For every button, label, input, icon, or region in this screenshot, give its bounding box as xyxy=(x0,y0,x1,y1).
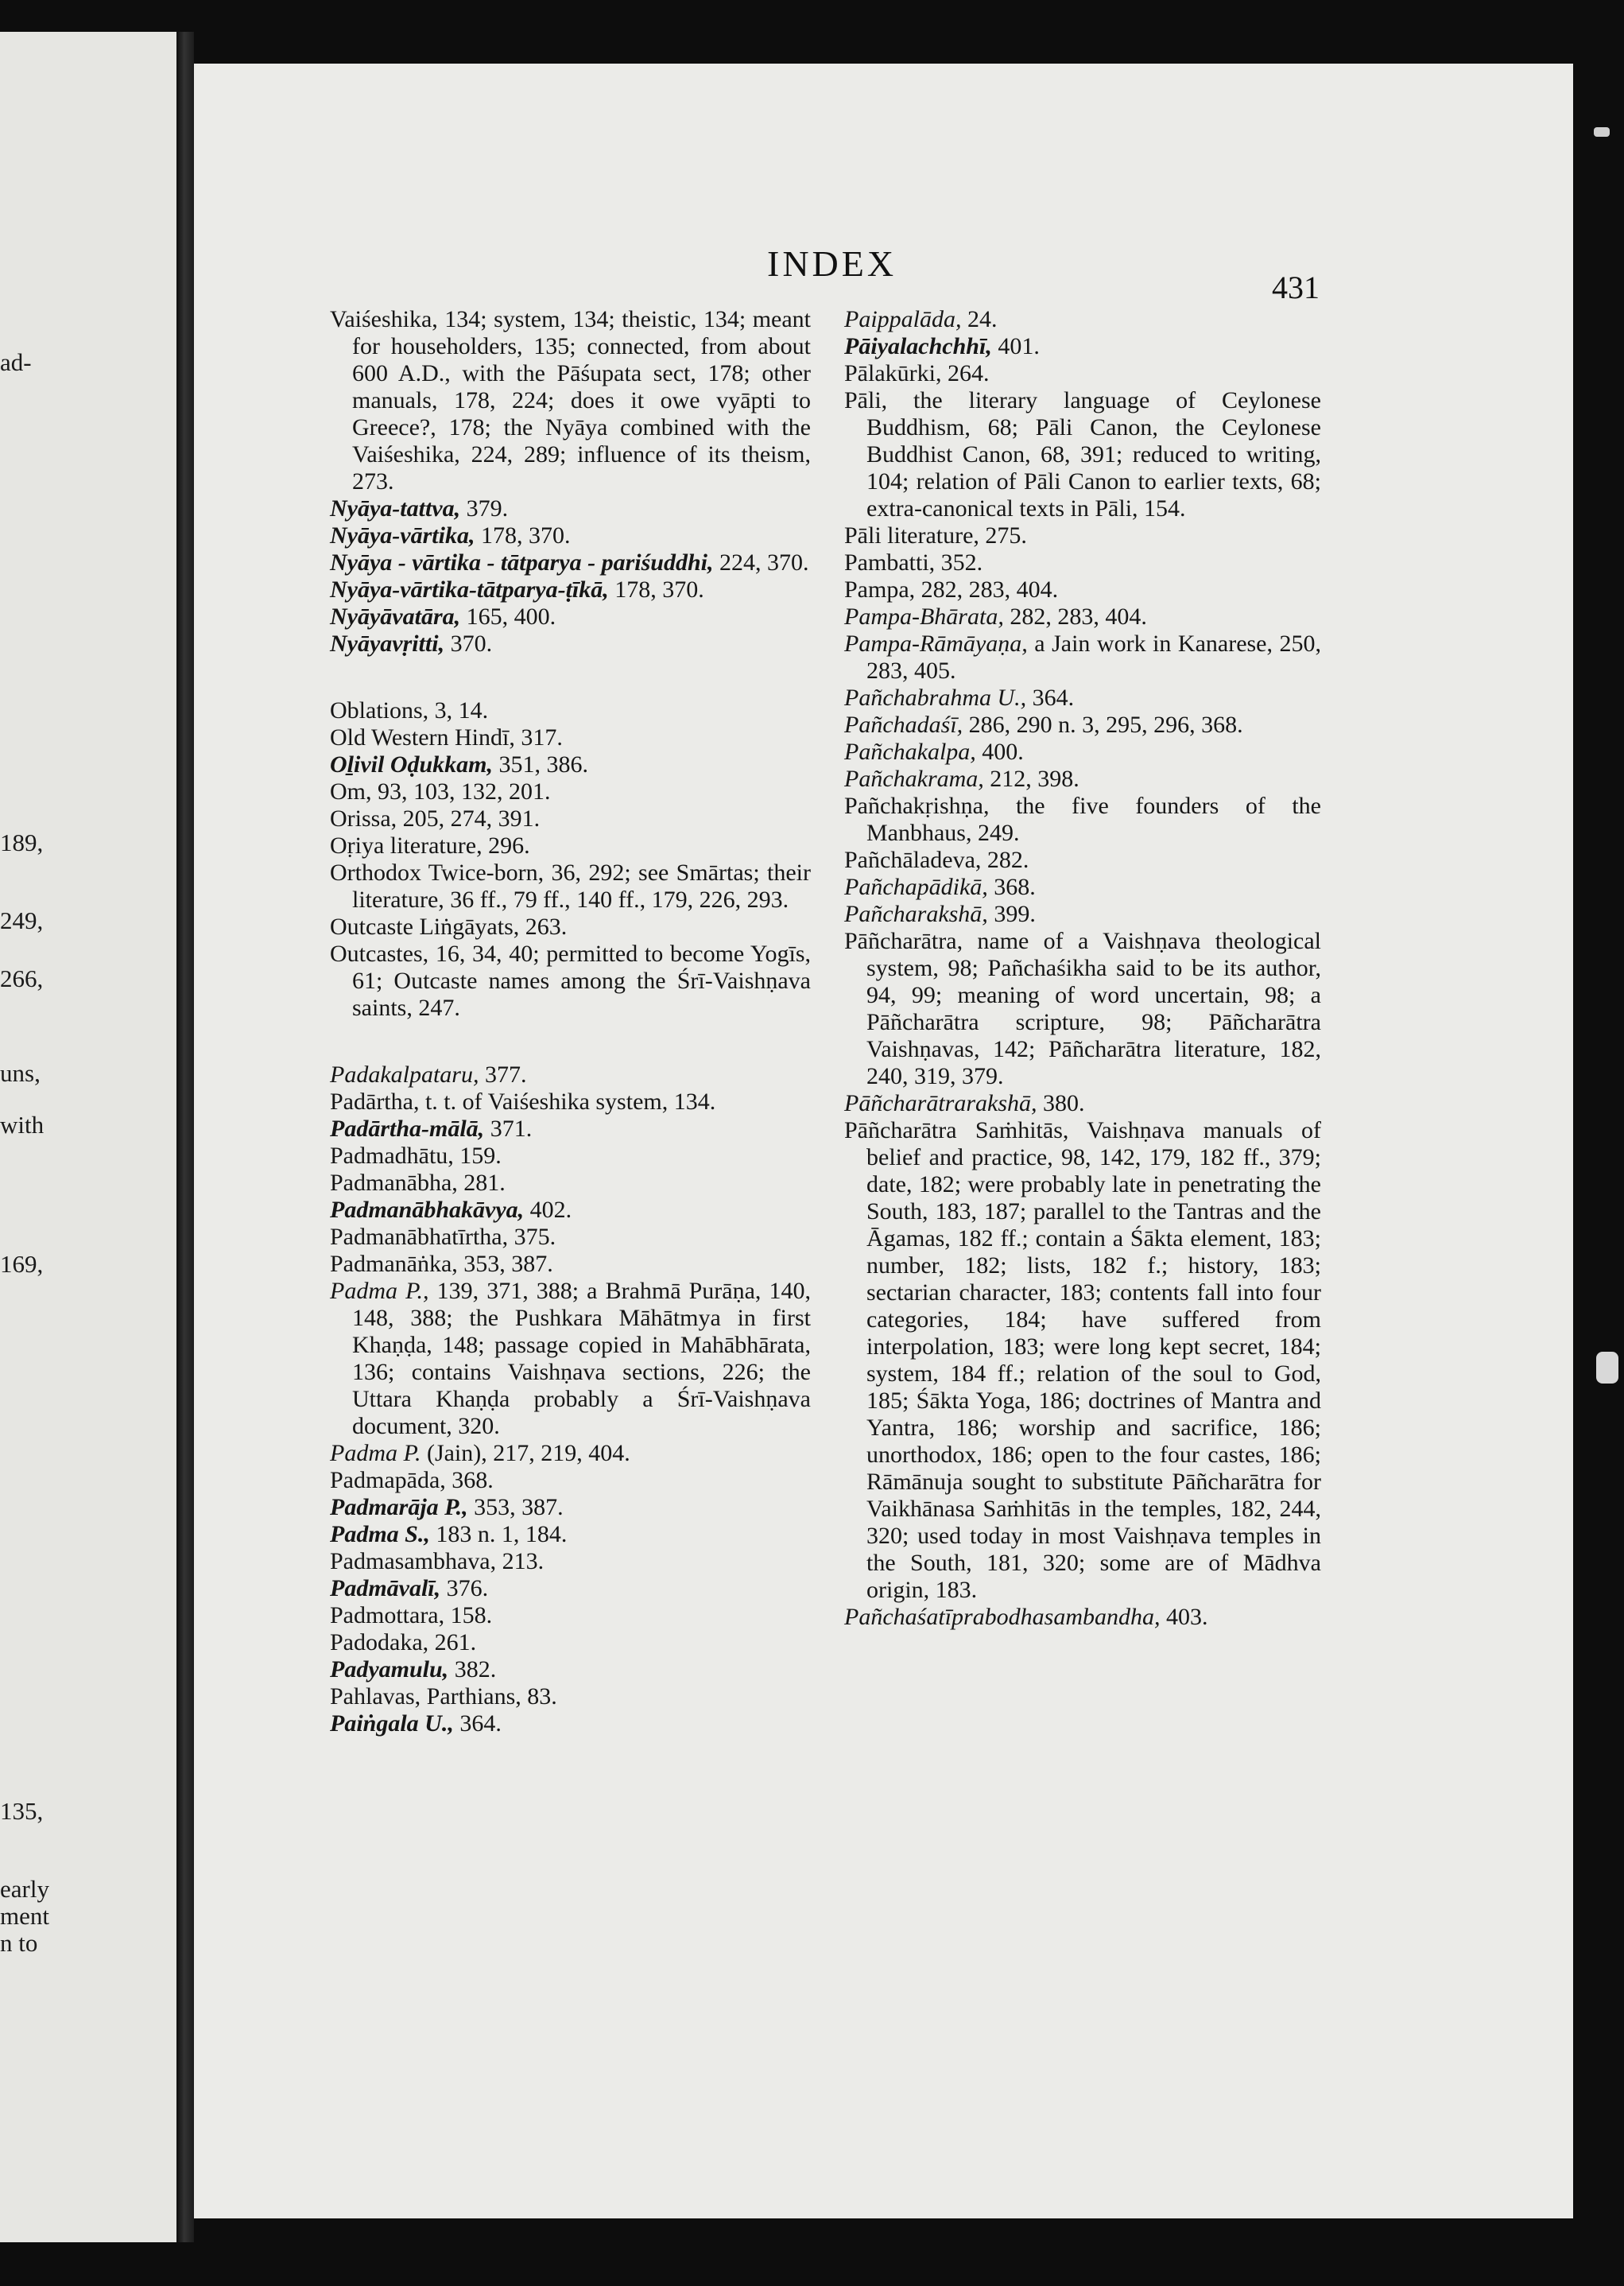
index-locators: Orthodox Twice-born, 36, 292; see Smārtas; their literature, 36 ff., 79 ff., 140 ff., 179, 226, 293. xyxy=(330,860,811,913)
index-entry xyxy=(330,1683,811,1710)
index-locators: (Jain), 217, 219, 404. xyxy=(421,1440,630,1466)
index-headword: Nyāya-tattva, xyxy=(330,495,461,522)
index-locators: Pāli, the literary language of Ceylonese Buddhism, 68; Pāli Canon, the Ceylonese Buddhist Canon, 68, 391; reduced to writing, 104; relation of Pāli Canon to earlier texts, 68; extra-canonical texts in Pāli, 154. xyxy=(844,387,1321,522)
index-headword: Padārtha-mālā, xyxy=(330,1116,485,1142)
index-entry xyxy=(330,833,811,860)
margin-fragment: 189, xyxy=(0,829,44,856)
index-locators: 165, 400. xyxy=(460,604,556,630)
margin-fragment: with xyxy=(0,1111,45,1139)
index-entry xyxy=(844,522,1321,549)
margin-fragment: uns, xyxy=(0,1059,41,1087)
index-entry xyxy=(330,1710,811,1737)
index-locators: 401. xyxy=(991,333,1040,359)
index-locators: a Jain work in Kanarese, 250, 283, 405. xyxy=(866,631,1321,684)
index-locators: 351, 386. xyxy=(493,751,589,778)
index-entry xyxy=(844,1604,1321,1631)
index-locators: 282, 283, 404. xyxy=(1003,604,1147,630)
facing-page-fragment xyxy=(0,32,176,2242)
page-number: 431 xyxy=(1272,270,1320,305)
index-headword: Nyāya-vārtika, xyxy=(330,522,475,549)
index-locators: Outcastes, 16, 34, 40; permitted to become Yogīs, 61; Outcaste names among the Śrī-Vaishṇava saints, 247. xyxy=(330,941,811,1021)
index-entry xyxy=(330,1061,811,1089)
index-headword: Nyāya-vārtika-tātparya-ṭīkā, xyxy=(330,576,609,603)
index-entry xyxy=(330,1251,811,1278)
index-entry xyxy=(330,1197,811,1224)
index-headword: Pañchabrahma U., xyxy=(844,685,1027,711)
index-locators: Padmapāda, 368. xyxy=(330,1467,494,1493)
index-entry xyxy=(844,766,1321,793)
index-locators: Padmanābhatīrtha, 375. xyxy=(330,1224,556,1250)
index-entry xyxy=(330,549,811,576)
index-headword: Padma P., xyxy=(330,1278,429,1304)
index-entry xyxy=(330,631,811,658)
section-gap xyxy=(330,1022,811,1061)
index-headword: Padmanābhakāvya, xyxy=(330,1197,525,1223)
index-entry xyxy=(844,631,1321,685)
index-entry xyxy=(330,1602,811,1629)
index-entry xyxy=(844,306,1321,333)
index-locators: Oṛiya literature, 296. xyxy=(330,833,530,859)
index-locators: 286, 290 n. 3, 295, 296, 368. xyxy=(963,712,1243,738)
index-entry xyxy=(330,1224,811,1251)
index-locators: 139, 371, 388; a Brahmā Purāṇa, 140, 148, 388; the Pushkara Māhātmya in first Khaṇḍa, 148; passage copied in Mahābhārata, 136; contains Vaishṇava sections, 226; the Uttara Khaṇḍa probably a Śrī-Vaishṇava document, 320. xyxy=(352,1278,811,1439)
index-entry xyxy=(330,697,811,724)
index-locators: Pāli literature, 275. xyxy=(844,522,1027,549)
index-locators: 370. xyxy=(444,631,493,657)
index-locators: 377. xyxy=(479,1061,527,1088)
index-headword: Pañcharakshā, xyxy=(844,901,988,927)
index-locators: Padmadhātu, 159. xyxy=(330,1143,502,1169)
index-entry xyxy=(844,874,1321,901)
index-locators: 376. xyxy=(440,1575,489,1601)
index-headword: Nyāyāvatāra, xyxy=(330,604,461,630)
index-entry xyxy=(330,860,811,914)
index-headword: Pañchakalpa, xyxy=(844,739,976,765)
index-entry xyxy=(330,1575,811,1602)
index-entry xyxy=(844,847,1321,874)
page-title: INDEX xyxy=(767,243,897,284)
index-entry xyxy=(330,1116,811,1143)
margin-fragment: 266, xyxy=(0,964,44,992)
index-locators: Outcaste Liṅgāyats, 263. xyxy=(330,914,568,940)
index-entry xyxy=(330,495,811,522)
index-locators: Padmottara, 158. xyxy=(330,1602,493,1628)
margin-fragment: early xyxy=(0,1875,49,1903)
index-locators: 368. xyxy=(987,874,1036,900)
index-locators: 24. xyxy=(961,306,998,332)
index-locators: 364. xyxy=(453,1710,502,1737)
index-locators: 379. xyxy=(460,495,509,522)
index-entry xyxy=(844,901,1321,928)
index-headword: Oḻivil Oḍukkam, xyxy=(330,751,494,778)
index-entry xyxy=(844,739,1321,766)
index-entry xyxy=(330,306,811,495)
index-entry xyxy=(330,805,811,833)
index-entry xyxy=(844,1117,1321,1604)
index-entry xyxy=(330,1089,811,1116)
index-locators: 178, 370. xyxy=(608,576,704,603)
index-column-left xyxy=(330,306,811,1737)
index-locators: Oblations, 3, 14. xyxy=(330,697,489,724)
index-headword: Paiṅgala U., xyxy=(330,1710,454,1737)
index-entry xyxy=(844,793,1321,847)
index-headword: Padyamulu, xyxy=(330,1656,449,1682)
index-headword: Nyāyavṛitti, xyxy=(330,631,445,657)
index-locators: Padmanāṅka, 353, 387. xyxy=(330,1251,553,1277)
margin-fragment: n to xyxy=(0,1929,38,1957)
index-entry xyxy=(844,549,1321,576)
index-locators: Pahlavas, Parthians, 83. xyxy=(330,1683,557,1710)
index-entry xyxy=(330,1656,811,1683)
index-entry xyxy=(330,576,811,604)
index-entry xyxy=(330,1170,811,1197)
index-entry xyxy=(330,1440,811,1467)
index-locators: 353, 387. xyxy=(467,1494,564,1520)
index-locators: 380. xyxy=(1037,1090,1085,1116)
index-locators: 212, 398. xyxy=(983,766,1079,792)
index-headword: Pāñcharātrarakshā, xyxy=(844,1090,1037,1116)
index-entry xyxy=(330,1278,811,1440)
index-entry xyxy=(330,1143,811,1170)
index-locators: 399. xyxy=(987,901,1036,927)
index-locators: 400. xyxy=(975,739,1024,765)
index-headword: Padmāvalī, xyxy=(330,1575,441,1601)
index-headword: Pampa-Bhārata, xyxy=(844,604,1004,630)
scan-speck xyxy=(1596,1352,1618,1384)
book-spine xyxy=(176,32,194,2242)
index-locators: Pañchakṛishṇa, the five founders of the Manbhaus, 249. xyxy=(844,793,1321,846)
index-headword: Nyāya - vārtika - tātparya - pariśuddhi, xyxy=(330,549,714,576)
index-headword: Pañchapādikā, xyxy=(844,874,988,900)
index-locators: 371. xyxy=(484,1116,533,1142)
index-entry xyxy=(330,778,811,805)
index-locators: Vaiśeshika, 134; system, 134; theistic, 134; meant for householders, 135; connected, from about 600 A.D., with the Pāśupata sect, 178; other manuals, 178, 224; does it owe vyāpti to Greece?, 178; the Nyāya combined with the Vaiśeshika, 224, 289; influence of its theism, 273. xyxy=(330,306,811,495)
index-entry xyxy=(330,1521,811,1548)
index-column-right xyxy=(844,306,1321,1631)
index-entry xyxy=(330,1494,811,1521)
index-locators: Pālakūrki, 264. xyxy=(844,360,990,386)
index-locators: 403. xyxy=(1160,1604,1208,1630)
index-entry xyxy=(330,1467,811,1494)
margin-fragment: 249, xyxy=(0,906,44,934)
index-locators: Pañchāladeva, 282. xyxy=(844,847,1029,873)
index-entry xyxy=(844,685,1321,712)
index-entry xyxy=(330,1548,811,1575)
scan-speck xyxy=(1594,127,1610,137)
index-locators: Om, 93, 103, 132, 201. xyxy=(330,778,551,805)
index-entry xyxy=(330,914,811,941)
index-locators: Padmanābha, 281. xyxy=(330,1170,506,1196)
index-entry xyxy=(330,604,811,631)
index-locators: Orissa, 205, 274, 391. xyxy=(330,805,541,832)
index-locators: 224, 370. xyxy=(713,549,809,576)
section-gap xyxy=(330,658,811,697)
index-headword: Pañchaśatīprabodhasambandha, xyxy=(844,1604,1161,1630)
index-locators: Pāñcharātra, name of a Vaishṇava theological system, 98; Pañchaśikha said to be its author, 94, 99; meaning of word uncertain, 98; a Pāñcharātra scripture, 98; Pāñcharātra Vaishṇavas, 142; Pāñcharātra literature, 182, 240, 319, 379. xyxy=(844,928,1321,1089)
index-locators: Old Western Hindī, 317. xyxy=(330,724,563,751)
index-headword: Pampa-Rāmāyaṇa, xyxy=(844,631,1028,657)
index-locators: Pāñcharātra Saṁhitās, Vaishṇava manuals of belief and practice, 98, 142, 179, 182 ff., 379; date, 182; were probably late in penetrating the South, 183, 187; parallel to the Tantras and the Āgamas, 182 ff.; contain a Śākta element, 183; number, 182; lists, 182 f.; history, 183; sectarian character, 183; contents fall into four categories, 184; have suffered from interpolation, 183; were long kept secret, 184; system, 184 ff.; relation of the soul to God, 185; Śākta Yoga, 186; doctrines of Mantra and Yantra, 186; worship and sacrifice, 186; unorthodox, 186; open to the four castes, 186; Rāmānuja sought to substitute Pāñcharātra for Vaikhānasa Saṁhitās in the temples, 182, 244, 320; used today in most Vaishṇava temples in the South, 181, 320; some are of Mādhva origin, 183. xyxy=(844,1117,1321,1603)
index-entry xyxy=(330,522,811,549)
index-locators: 364. xyxy=(1026,685,1075,711)
index-entry xyxy=(330,941,811,1022)
index-locators: Padmasambhava, 213. xyxy=(330,1548,545,1574)
index-headword: Pāiyalachchhī, xyxy=(844,333,992,359)
index-headword: Padma P. xyxy=(330,1440,421,1466)
margin-fragment: ment xyxy=(0,1902,49,1930)
index-entry xyxy=(844,387,1321,522)
index-entry xyxy=(844,712,1321,739)
index-locators: 183 n. 1, 184. xyxy=(429,1521,568,1547)
index-headword: Pañchakrama, xyxy=(844,766,984,792)
index-headword: Padma S., xyxy=(330,1521,430,1547)
index-entry xyxy=(844,1090,1321,1117)
index-locators: 178, 370. xyxy=(475,522,571,549)
index-locators: 402. xyxy=(524,1197,572,1223)
index-headword: Padmarāja P., xyxy=(330,1494,468,1520)
index-locators: 382. xyxy=(448,1656,497,1682)
index-entry xyxy=(844,576,1321,604)
index-locators: Padodaka, 261. xyxy=(330,1629,477,1655)
margin-fragment: 135, xyxy=(0,1797,44,1825)
index-entry xyxy=(844,604,1321,631)
index-entry xyxy=(330,751,811,778)
index-entry xyxy=(844,360,1321,387)
index-locators: Pambatti, 352. xyxy=(844,549,983,576)
index-entry xyxy=(330,724,811,751)
index-headword: Paippalāda, xyxy=(844,306,962,332)
index-locators: Pampa, 282, 283, 404. xyxy=(844,576,1059,603)
index-entry xyxy=(844,333,1321,360)
index-locators: Padārtha, t. t. of Vaiśeshika system, 134. xyxy=(330,1089,716,1115)
index-entry xyxy=(844,928,1321,1090)
index-headword: Padakalpataru, xyxy=(330,1061,479,1088)
margin-fragment: ad- xyxy=(0,348,32,376)
index-headword: Pañchadaśī, xyxy=(844,712,963,738)
index-entry xyxy=(330,1629,811,1656)
margin-fragment: 169, xyxy=(0,1250,44,1278)
